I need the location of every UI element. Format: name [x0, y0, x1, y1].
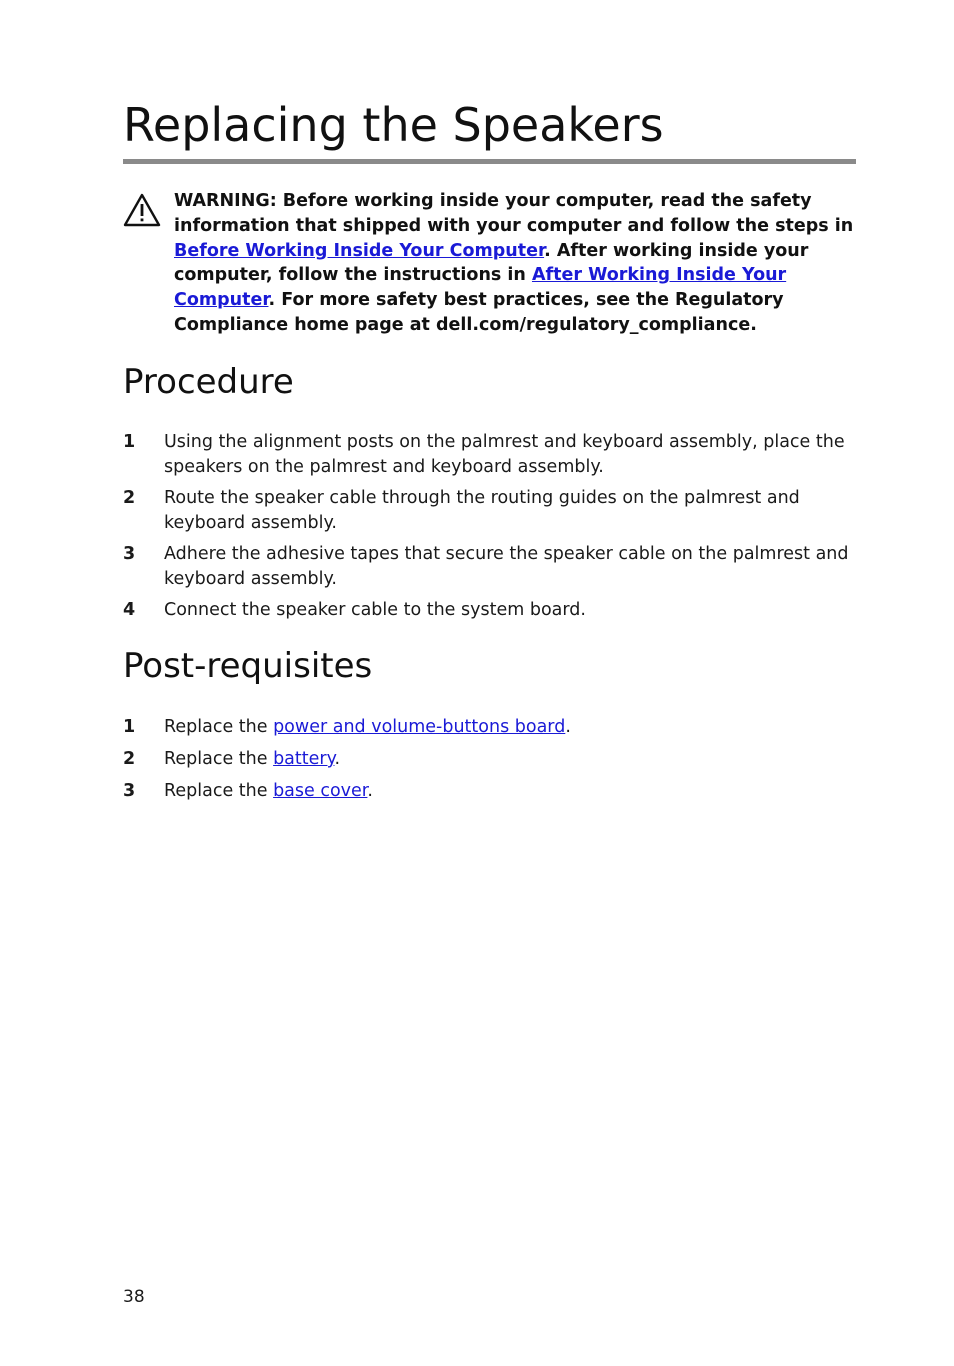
warning-text — [174, 189, 856, 338]
step-text: Connect the speaker cable to the system board. — [164, 600, 586, 620]
step-text: Using the alignment posts on the palmrest and keyboard assembly, place the speakers on the palmrest and keyboard assembly. — [164, 432, 845, 477]
power-volume-board-link[interactable]: power and volume-buttons board — [273, 717, 566, 737]
step-prefix: Replace the — [164, 781, 274, 801]
step-number: 1 — [123, 432, 136, 452]
step-number: 4 — [123, 600, 136, 620]
post-requisite-step — [123, 779, 856, 804]
step-suffix: . — [334, 749, 341, 769]
step-suffix: . — [565, 717, 571, 737]
before-working-link[interactable]: Before Working Inside Your Computer — [174, 240, 545, 261]
base-cover-link[interactable]: base cover — [273, 781, 368, 801]
page-title: Replacing the Speakers — [123, 98, 664, 152]
step-number: 2 — [123, 488, 136, 508]
step-number: 2 — [123, 749, 136, 769]
step-number: 3 — [123, 781, 136, 801]
page-number: 38 — [123, 1287, 145, 1307]
after-working-link[interactable]: After Working Inside Your Computer — [174, 265, 787, 311]
procedure-steps — [123, 430, 856, 623]
warning-text-part: . After working inside your computer, follow the instructions in — [174, 240, 809, 286]
procedure-step — [123, 598, 856, 623]
step-text: Adhere the adhesive tapes that secure the speaker cable on the palmrest and keyboard assembly. — [164, 544, 849, 589]
step-prefix: Replace the — [164, 749, 274, 769]
step-prefix: Replace the — [164, 717, 274, 737]
step-number: 1 — [123, 717, 136, 737]
warning-text-part: WARNING: Before working inside your computer, read the safety information that shipped with your computer and follow the steps in — [174, 191, 854, 236]
title-divider — [123, 159, 856, 164]
warning-text-part: . For more safety best practices, see the Regulatory Compliance home page at dell.com/regulatory_compliance. — [174, 290, 784, 335]
post-requisite-step — [123, 715, 856, 740]
post-requisites-steps — [123, 715, 856, 804]
step-text: Route the speaker cable through the routing guides on the palmrest and keyboard assembly. — [164, 488, 800, 533]
step-number: 3 — [123, 544, 136, 564]
procedure-step — [123, 542, 856, 592]
procedure-step — [123, 430, 856, 480]
procedure-heading: Procedure — [123, 362, 294, 402]
warning-triangle-icon — [123, 193, 161, 227]
post-requisite-step — [123, 747, 856, 772]
procedure-step — [123, 486, 856, 536]
battery-link[interactable]: battery — [273, 749, 335, 769]
post-requisites-heading: Post-requisites — [123, 646, 373, 686]
step-suffix: . — [367, 781, 373, 801]
